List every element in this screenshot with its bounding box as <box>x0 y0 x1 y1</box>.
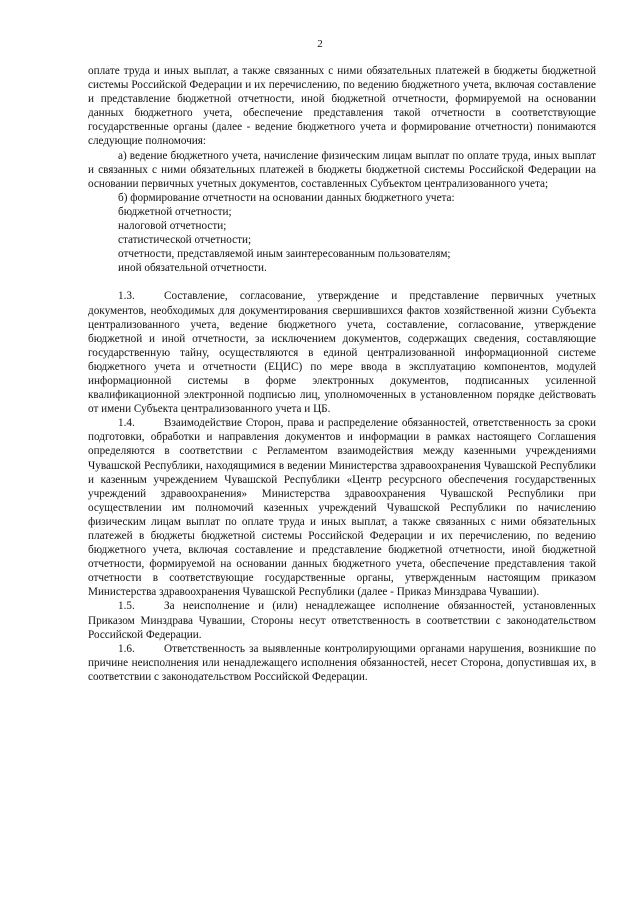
paragraph-item-b: б) формирование отчетности на основании данных бюджетного учета: <box>118 191 455 204</box>
list-item-tax-reporting: налоговой отчетности; <box>118 220 227 233</box>
section-text: Взаимодействие Сторон, права и распределение обязанностей, ответственность за сроки подготовки, обработки и направления документов и информации в рамках настоящего Соглашения определяются в соответствии с Регламентом взаимодействия между казенными учреждениями Чувашской Республики, находящимися в ведении Министерства здравоохранения Чувашской Республики и казенным учреждением Чувашской Республики «Центр ресурсного обеспечения государственных учреждений здравоохранения» Министерства здравоохранения Чувашской Республики при осуществлении им полномочий казенных учреждений Чувашской Республики по начислению физическим лицам выплат по оплате труда и иных выплат, а также связанных с ними обязательных платежей в бюджеты бюджетной системы Российской Федерации и их перечислению, по ведению бюджетного учета, включая составление и представление бюджетной отчетности, иной бюджетной отчетности, формируемой на основании данных бюджетного учета, обеспечение представления такой отчетности в соответствующие государственные органы, утвержденным настоящим приказом Министерства здравоохранения Чувашской Республики (далее - Приказ Минздрава Чувашии). <box>88 417 596 599</box>
section-1-4 <box>88 416 596 599</box>
section-text: Ответственность за выявленные контролирующими органами нарушения, возникшие по причине неисполнения или ненадлежащего исполнения обязанностей, несет Сторона, допустившая их, в соответствии с законодательством Российской Федерации. <box>88 642 596 683</box>
list-item-stakeholder-reporting: отчетности, представляемой иным заинтересованным пользователям; <box>118 248 451 261</box>
paragraph-item-a: а) ведение бюджетного учета, начисление физическим лицам выплат по оплате труда, иных выплат и связанных с ними обязательных платежей в бюджеты бюджетной системы Российской Федерации на основании первичных учетных документов, составленных Субъектом централизованного учета; <box>88 149 596 190</box>
document-body <box>88 64 596 684</box>
section-number: 1.5. <box>118 600 135 613</box>
section-1-6 <box>88 642 596 684</box>
section-1-5 <box>88 599 596 641</box>
paragraph-continuation: оплате труда и иных выплат, а также связанных с ними обязательных платежей в бюджеты бюджетной системы Российской Федерации и их перечислению, по ведению бюджетного учета, включая составление и представление бюджетной отчетности, иной бюджетной отчетности, формируемой на основании данных бюджетного учета, обеспечение представления такой отчетности в соответствующие государственные органы (далее - ведение бюджетного учета и формирование отчетности) понимаются следующие полномочия: <box>88 65 596 148</box>
section-1-3 <box>88 289 596 416</box>
section-number: 1.6. <box>118 642 135 655</box>
list-item-other-reporting: иной обязательной отчетности. <box>118 262 267 275</box>
section-number: 1.3. <box>118 290 135 303</box>
section-number: 1.4. <box>118 417 135 430</box>
list-item-statistical-reporting: статистической отчетности; <box>118 234 252 247</box>
section-text: За неисполнение и (или) ненадлежащее исполнение обязанностей, установленных Приказом Минздрава Чувашии, Стороны несут ответственность в соответствии с законодательством Российской Федерации. <box>88 600 596 641</box>
paragraph-gap <box>88 275 596 289</box>
list-item-budget-reporting: бюджетной отчетности; <box>118 205 232 218</box>
page-number: 2 <box>317 38 323 50</box>
section-text: Составление, согласование, утверждение и представление первичных учетных документов, необходимых для документирования свершившихся фактов хозяйственной жизни Субъекта централизованного учета, ведение бюджетного учета, составление, согласование, утверждение бюджетной и иной отчетности, за исключением документов, содержащих сведения, составляющие государственную тайну, осуществляются в единой централизованной информационной системе бюджетного учета и отчетности (ЕЦИС) по мере ввода в эксплуатацию компонентов, модулей информационной системы в форме электронных документов, подписанных усиленной квалификационной электронной подписью лиц, уполномоченных в установленном порядке действовать от имени Субъекта централизованного учета и ЦБ. <box>88 290 596 416</box>
